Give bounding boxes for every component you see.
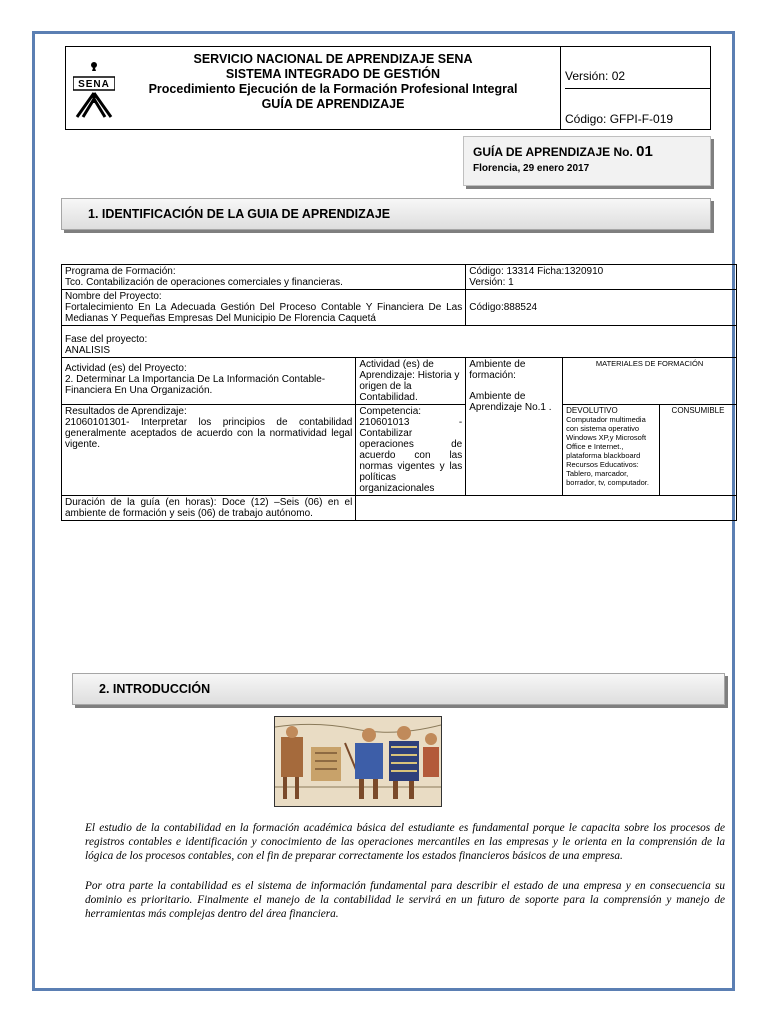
table-row (62, 326, 737, 358)
section-1-header (61, 198, 711, 230)
duracion-empty-cell (356, 496, 737, 521)
devolutivo-cell (563, 405, 660, 496)
guide-number-box (463, 136, 711, 186)
proyecto-codigo-cell (466, 290, 737, 326)
table-row (62, 265, 737, 290)
consumible-label: CONSUMIBLE (671, 406, 725, 415)
fase-label: Fase del proyecto: (65, 334, 148, 345)
header-meta (565, 47, 710, 129)
duracion-cell (62, 496, 356, 521)
ambiente-value: Ambiente de Aprendizaje No.1 . (469, 391, 552, 413)
fase-cell (62, 326, 737, 358)
header-line-3: Procedimiento Ejecución de la Formación Profesional Integral (148, 82, 518, 96)
version-text: Versión: 02 (565, 69, 626, 83)
header-line-1: SERVICIO NACIONAL DE APRENDIZAJE SENA (193, 52, 473, 66)
ambiente-label: Ambiente de formación: (469, 359, 526, 381)
section-2-title: 2. INTRODUCCIÓN (99, 682, 211, 696)
programa-label: Programa de Formación: (65, 266, 176, 277)
devolutivo-value: Computador multimedia con sistema operativo Windows XP,y Microsoft Office e Internet., plataforma blackboard Recursos Educativos: Tablero, marcador, borrador, tv, computador. (566, 415, 649, 487)
section-2-header (72, 673, 725, 705)
historical-illustration (274, 716, 442, 807)
materiales-label: MATERIALES DE FORMACIÓN (595, 359, 704, 368)
proyecto-value: Fortalecimiento En La Adecuada Gestión Del Proceso Contable Y Financiera De Las Medianas Y Pequeñas Empresas Del Municipio De Florencia Caquetá (65, 302, 463, 324)
proyecto-label: Nombre del Proyecto: (65, 291, 162, 302)
people-illustration-icon (275, 717, 441, 806)
proyecto-codigo: Código:888524 (469, 302, 538, 313)
table-row (62, 405, 737, 496)
actividad-proyecto-value: 2. Determinar La Importancia De La Información Contable-Financiera En Una Organización. (65, 374, 326, 396)
materiales-header-cell (563, 358, 737, 405)
programa-codigo-cell (466, 265, 737, 290)
table-row (62, 290, 737, 326)
guide-place-date: Florencia, 29 enero 2017 (473, 163, 590, 174)
document-header (65, 46, 711, 130)
proyecto-cell (62, 290, 466, 326)
actividad-proyecto-label: Actividad (es) del Proyecto: (65, 363, 187, 374)
competencia-value: Competencia: 210601013 - Contabilizar operaciones de acuerdo con las normas vigentes y las políticas organizacionales (359, 406, 463, 494)
header-line-4: GUÍA DE APRENDIZAJE (261, 97, 405, 111)
resultados-label: Resultados de Aprendizaje: (65, 406, 187, 417)
programa-value: Tco. Contabilización de operaciones comerciales y financieras. (65, 277, 343, 288)
actividad-aprendizaje-cell (356, 358, 466, 405)
guide-title-prefix: GUÍA DE APRENDIZAJE No. (473, 145, 637, 159)
intro-paragraph-2: Por otra parte la contabilidad es el sistema de información fundamental para describir el estado de una empresa y en consecuencia su dominio es prioritario. Finalmente el manejo de la contabilidad le servirá en un futuro de soporte para la comprensión y manejo de herramientas más complejas dentro del área financiera. (85, 880, 725, 920)
table-row (62, 496, 737, 521)
section-1-title: 1. IDENTIFICACIÓN DE LA GUIA DE APRENDIZAJE (88, 207, 391, 221)
guide-number: 01 (636, 143, 653, 160)
resultados-cell (62, 405, 356, 496)
programa-version: Versión: 1 (469, 277, 514, 288)
duracion-value: Duración de la guía (en horas): Doce (12) –Seis (06) en el ambiente de formación y seis (06) de trabajo autónomo. (65, 497, 353, 519)
code-text: Código: GFPI-F-019 (565, 112, 674, 126)
consumible-cell (660, 405, 737, 496)
programa-cell (62, 265, 466, 290)
resultados-value: 21060101301- Interpretar los principios de contabilidad generalmente aceptados de acuerdo con la normatividad legal vigente. (65, 417, 353, 450)
actividad-aprendizaje: Actividad (es) de Aprendizaje: Historia y origen de la Contabilidad. (359, 359, 460, 403)
ambiente-cell (466, 358, 563, 496)
logo-text: SENA (78, 79, 110, 90)
devolutivo-label: DEVOLUTIVO (566, 406, 618, 415)
intro-paragraph-1: El estudio de la contabilidad en la formación académica básica del estudiante es fundamental porque le capacita sobre los procesos de registros contables e identificación y conocimiento de las operaciones mercantiles en las empresas y le orienta en la comprensión de la lógica de los procesos contables, con el fin de preparar correctamente los estados financieros básicos de una empresa. (85, 822, 725, 862)
header-line-2: SISTEMA INTEGRADO DE GESTIÓN (225, 67, 441, 81)
programa-codigo: Código: 13314 Ficha:1320910 (469, 266, 604, 277)
actividad-proyecto-cell (62, 358, 356, 405)
header-titles (66, 47, 561, 129)
competencia-cell (356, 405, 466, 496)
meta-divider (565, 88, 710, 89)
table-row (62, 358, 737, 405)
fase-value: ANALISIS (65, 345, 111, 356)
identification-table (61, 264, 737, 521)
guide-title (473, 143, 710, 160)
